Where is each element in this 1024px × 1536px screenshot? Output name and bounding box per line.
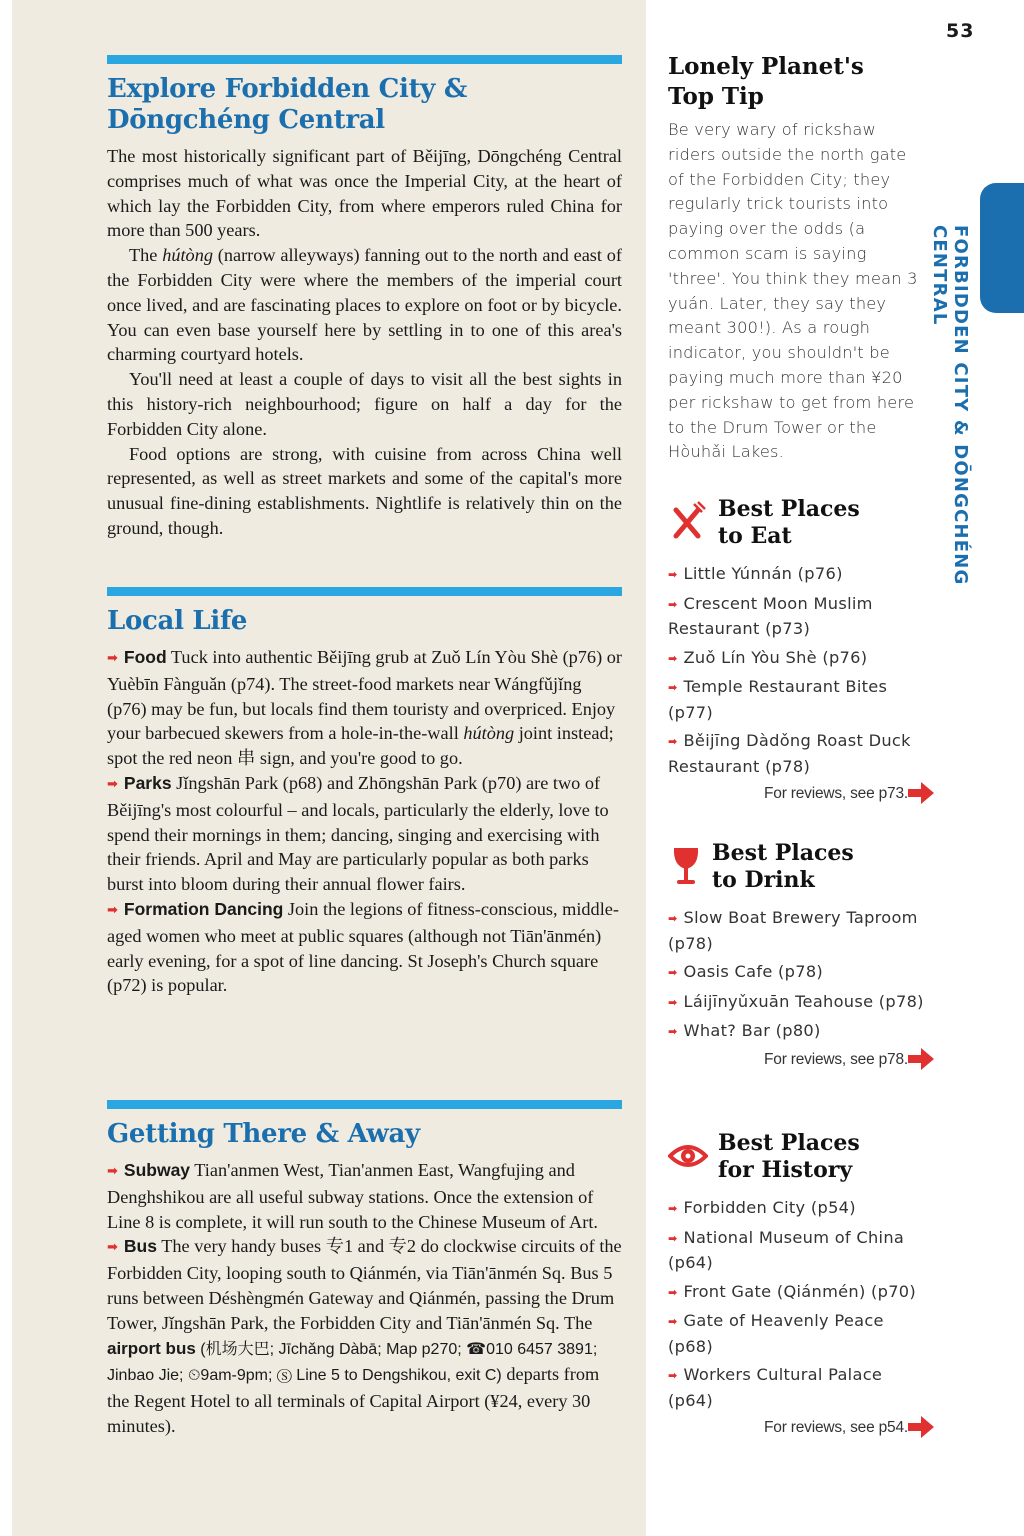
- chapter-side-label: FORBIDDEN CITY & DŌNGCHÉNG CENTRAL: [929, 225, 971, 586]
- text-span: The very handy buses 专1 and 专2 do clockwise circuits of the Forbidden City, looping south to Qiánmén, via Tiān'ānmén Sq. Bus 5 runs between Déshèngmén Gateway and Qiánmén, passing the Drum Tower, Jǐngshān Park, the Forbidden City and Tiān'ānmén Sq. The: [107, 1236, 622, 1333]
- bullet-arrow-icon: ➡: [668, 681, 678, 694]
- section-rule: [107, 587, 622, 596]
- best-drink-box: [668, 840, 928, 1069]
- item-label: Parks: [123, 772, 172, 793]
- bullet-arrow-icon: ➡: [668, 735, 678, 748]
- reviews-text: For reviews, see p78.: [764, 1050, 908, 1068]
- bullet-arrow-icon: ➡: [107, 776, 118, 792]
- list-item-text: Little Yúnnán (p76): [683, 564, 843, 583]
- bullet-arrow-icon: ➡: [668, 995, 678, 1009]
- text-span: joint instead; spot the red neon 串 sign, and you're good to go.: [107, 723, 614, 769]
- drink-list: [668, 906, 928, 1045]
- text-span: Jǐngshān Park (p68) and Zhōngshān Park (p70) are two of Běijīng's most colourful – and locals, particularly the elderly, love to spend their mornings in them; dancing, singing and exercising with their friends. April and May are particularly popular as both parks burst into bloom during their annual flower fairs.: [107, 772, 609, 895]
- explore-paragraph-2: [107, 243, 622, 367]
- left-column-panel: [12, 0, 646, 1536]
- list-item-text: Gate of Heavenly Peace (p68): [668, 1311, 884, 1356]
- bullet-arrow-icon: ➡: [107, 1164, 118, 1179]
- reviews-link[interactable]: [668, 785, 928, 803]
- eye-icon: [668, 1134, 708, 1178]
- list-item-text: Front Gate (Qiánmén) (p70): [683, 1281, 917, 1301]
- bullet-arrow-icon: ➡: [668, 1315, 678, 1328]
- box-title: [718, 1130, 860, 1184]
- list-item-text: Workers Cultural Palace (p64): [668, 1365, 883, 1410]
- reviews-text: For reviews, see p73.: [764, 785, 908, 802]
- list-item-text: Forbidden City (p54): [683, 1198, 856, 1217]
- list-item[interactable]: [668, 1363, 928, 1413]
- list-item-text: Crescent Moon Muslim Restaurant (p73): [668, 593, 873, 638]
- item-label: Subway: [123, 1160, 191, 1180]
- list-item[interactable]: [668, 1196, 928, 1222]
- box-title-line1: Best Places: [712, 840, 854, 866]
- text-span: The: [129, 245, 163, 266]
- history-list: [668, 1196, 928, 1413]
- box-title-line2: to Eat: [718, 523, 792, 549]
- box-title-line2: to Drink: [712, 867, 815, 893]
- bullet-arrow-icon: ➡: [668, 966, 678, 979]
- reviews-link[interactable]: [668, 1051, 928, 1069]
- local-life-title: Local Life: [107, 606, 248, 636]
- section-rule: [107, 1100, 622, 1109]
- item-label: Formation Dancing: [123, 898, 284, 919]
- box-title: [712, 840, 854, 894]
- list-item[interactable]: [668, 1309, 928, 1359]
- box-header: [668, 840, 928, 900]
- list-item-text: Slow Boat Brewery Taproom (p78): [668, 908, 918, 953]
- list-item[interactable]: [668, 906, 928, 956]
- local-life-item-parks: [107, 771, 622, 897]
- local-life-body: [107, 645, 622, 998]
- local-life-item-dancing: [107, 897, 622, 998]
- bullet-arrow-icon: ➡: [668, 1025, 678, 1038]
- explore-title-line2: Dōngchéng Central: [107, 105, 385, 135]
- list-item-text: Běijīng Dàdǒng Roast Duck Restaurant (p78): [668, 731, 911, 776]
- list-item[interactable]: [668, 1280, 928, 1306]
- bullet-arrow-icon: ➡: [668, 1369, 678, 1382]
- box-title: [718, 496, 860, 550]
- list-item[interactable]: [668, 562, 928, 588]
- getting-there-title: Getting There & Away: [107, 1119, 420, 1149]
- red-arrow-icon: [908, 1048, 934, 1070]
- best-eat-box: [668, 496, 928, 803]
- red-arrow-icon: [908, 1416, 934, 1438]
- bullet-arrow-icon: ➡: [668, 597, 678, 611]
- list-item[interactable]: [668, 592, 928, 642]
- list-item-text: Temple Restaurant Bites (p77): [668, 677, 888, 722]
- red-arrow-icon: [908, 782, 934, 804]
- airport-bus-info: (机场大巴; Jīchǎng Dàbā; Map p270; ☎010 6457 3891; Jinbao Jie; ⏲9am-9pm; Ⓢ Line 5 to Dengshikou, exit C): [107, 1340, 598, 1385]
- list-item[interactable]: [668, 646, 928, 672]
- eat-list: [668, 562, 928, 779]
- fork-knife-icon: [668, 500, 708, 544]
- text-span: departs from the Regent Hotel to all terminals of Capital Airport (¥24, every 30 minutes).: [107, 1364, 600, 1436]
- explore-body: [107, 144, 622, 541]
- list-item-text: National Museum of China (p64): [668, 1227, 905, 1272]
- bullet-arrow-icon: ➡: [668, 568, 678, 581]
- bullet-arrow-icon: ➡: [668, 1202, 678, 1215]
- bullet-arrow-icon: ➡: [107, 1240, 118, 1256]
- airport-bus-label: airport bus: [107, 1338, 196, 1358]
- text-span: (narrow alleyways) fanning out to the north and east of the Forbidden City were where the members of the imperial court once lived, and are fascinating places to explore on foot or by bicycle. You can even base yourself here by settling in to one of this area's charming courtyard hotels.: [107, 245, 622, 365]
- list-item-text: Láijīnyǔxuān Teahouse (p78): [683, 991, 924, 1011]
- box-title-line1: Best Places: [718, 496, 860, 522]
- bullet-arrow-icon: ➡: [668, 912, 678, 925]
- box-title-line1: Best Places: [718, 1130, 860, 1156]
- italic-term: hútòng: [463, 723, 515, 744]
- explore-section: [107, 55, 622, 541]
- getting-there-section: [107, 1100, 622, 1439]
- getting-there-item-subway: [107, 1158, 622, 1234]
- item-label: Bus: [123, 1236, 157, 1257]
- bullet-arrow-icon: ➡: [107, 651, 118, 666]
- text-span: Tian'anmen West, Tian'anmen East, Wangfujing and Denghshikou are all useful subway stations. Once the extension of Line 8 is complete, it will run south to the Chinese Museum of Art.: [107, 1160, 598, 1232]
- bullet-arrow-icon: ➡: [107, 902, 118, 918]
- bullet-arrow-icon: ➡: [668, 1285, 678, 1299]
- explore-title-line1: Explore Forbidden City &: [107, 74, 468, 104]
- box-title-line2: for History: [718, 1157, 853, 1183]
- list-item[interactable]: [668, 960, 928, 986]
- list-item-text: Oasis Cafe (p78): [683, 962, 824, 981]
- top-tip-title: [668, 52, 864, 112]
- list-item[interactable]: [668, 1226, 928, 1276]
- local-life-section: [107, 587, 622, 998]
- italic-term: hútòng: [162, 245, 213, 266]
- bullet-arrow-icon: ➡: [668, 1231, 678, 1245]
- top-tip-text: Be very wary of rickshaw riders outside the north gate of the Forbidden City; they regularly trick tourists into paying over the odds (a common scam is saying 'three'. You think they mean 3 yuán. Later, they say they meant 300!). As a rough indicator, you shouldn't be paying much more than ¥20 per rickshaw to get from here to the Drum Tower or the Hòuhǎi Lakes.: [668, 120, 918, 462]
- explore-paragraph-4: Food options are strong, with cuisine from across China well represented, as well as street markets and some of the capital's more unusual fine-dining establishments. Nightlife is relatively thin on the ground, though.: [107, 443, 622, 538]
- box-header: [668, 1130, 928, 1190]
- section-rule: [107, 55, 622, 64]
- bullet-arrow-icon: ➡: [668, 651, 678, 665]
- wine-glass-icon: [668, 844, 708, 888]
- list-item[interactable]: [668, 675, 928, 725]
- top-tip-title-line2: Top Tip: [668, 83, 764, 110]
- list-item[interactable]: [668, 729, 928, 779]
- list-item-text: What? Bar (p80): [683, 1021, 821, 1040]
- local-life-item-food: [107, 645, 622, 771]
- explore-title: [107, 74, 622, 136]
- page-number: 53: [946, 20, 975, 42]
- text-span: Tuck into authentic Běijīng grub at Zuǒ Lín Yòu Shè (p76) or Yuèbīn Fànguǎn (p74). The street-food markets near Wángfǔjǐng (p76) may be fun, but locals find them touristy and overpriced. Enjoy your barbecued skewers from a hole-in-the-wall: [107, 647, 622, 744]
- list-item[interactable]: [668, 1019, 928, 1045]
- list-item-text: Zuǒ Lín Yòu Shè (p76): [683, 647, 868, 667]
- reviews-link[interactable]: [668, 1419, 928, 1437]
- best-history-box: [668, 1130, 928, 1437]
- explore-paragraph-1: The most historically significant part of Běijīng, Dōngchéng Central comprises much of what was once the Imperial City, at the heart of which lay the Forbidden City, from where emperors ruled China for more than 500 years.: [107, 146, 622, 241]
- item-label: Food: [123, 647, 167, 667]
- getting-there-body: [107, 1158, 622, 1439]
- box-header: [668, 496, 928, 556]
- list-item[interactable]: [668, 990, 928, 1016]
- getting-there-item-bus: [107, 1234, 622, 1438]
- chapter-tab: [980, 183, 1024, 313]
- explore-paragraph-3: You'll need at least a couple of days to visit all the best sights in this history-rich neighbourhood; figure on half a day for the Forbidden City alone.: [107, 369, 622, 439]
- reviews-text: For reviews, see p54.: [764, 1419, 908, 1436]
- text-span: Join the legions of fitness-conscious, middle-aged women who meet at public squares (although not Tiān'ānmén) early evening, for a spot of line dancing. St Joseph's Church square (p72) is popular.: [107, 898, 619, 996]
- top-tip-title-line1: Lonely Planet's: [668, 53, 864, 80]
